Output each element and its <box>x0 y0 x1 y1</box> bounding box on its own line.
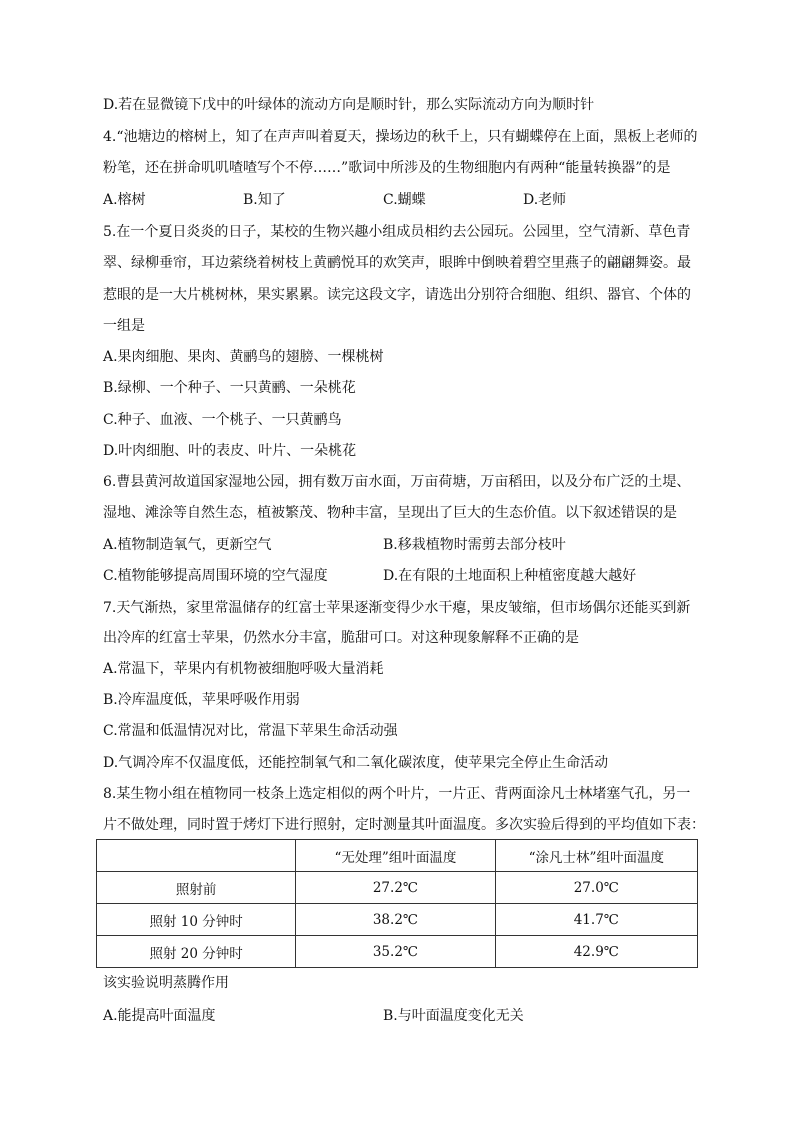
table-header-cell: “涂凡士林”组叶面温度 <box>495 840 697 872</box>
table-header-row <box>97 840 698 872</box>
table-header-cell: “无处理”组叶面温度 <box>296 840 495 872</box>
q8-stem-line-2: 片不做处理，同时置于烤灯下进行照射，定时测量其叶面温度。多次实验后得到的平均值如下表： <box>103 817 705 833</box>
q7-option-a: A.常温下，苹果内有机物被细胞呼吸大量消耗 <box>103 661 384 677</box>
q5-stem-line-3: 惹眼的是一大片桃树林，果实累累。读完这段文字，请选出分别符合细胞、组织、器官、个体的 <box>103 287 691 303</box>
table-row <box>97 936 698 968</box>
q5-option-a: A.果肉细胞、果肉、黄鹂鸟的翅膀、一棵桃树 <box>103 349 384 365</box>
q7-option-d: D.气调冷库不仅温度低，还能控制氧气和二氧化碳浓度，使苹果完全停止生命活动 <box>103 755 609 771</box>
table-row <box>97 872 698 904</box>
table-cell: 27.2℃ <box>296 872 495 904</box>
q5-stem-line-4: 一组是 <box>103 318 145 334</box>
q5-stem-line-1: 5.在一个夏日炎炎的日子，某校的生物兴趣小组成员相约去公园玩。公园里，空气清新、草色青 <box>103 224 691 240</box>
table-header-cell <box>97 840 296 872</box>
q8-option-a: A.能提高叶面温度 <box>103 1008 216 1024</box>
q6-option-a: A.植物制造氧气，更新空气 <box>103 537 272 553</box>
q5-option-b: B.绿柳、一个种子、一只黄鹂、一朵桃花 <box>103 380 356 396</box>
q7-stem-line-2: 出冷库的红富士苹果，仍然水分丰富，脆甜可口。对这种现象解释不正确的是 <box>103 630 579 646</box>
leaf-temperature-table <box>96 839 698 968</box>
table-cell: 27.0℃ <box>495 872 697 904</box>
table-cell: 35.2℃ <box>296 936 495 968</box>
q6-stem-line-1: 6.曹县黄河故道国家湿地公园，拥有数万亩水面，万亩荷塘，万亩稻田，以及分布广泛的土堤、 <box>103 474 691 490</box>
q6-option-b: B.移栽植物时需剪去部分枝叶 <box>383 537 566 553</box>
q7-option-b: B.冷库温度低，苹果呼吸作用弱 <box>103 692 300 708</box>
q3-option-d: D.若在显微镜下戊中的叶绿体的流动方向是顺时针，那么实际流动方向为顺时针 <box>103 97 595 113</box>
q4-option-b: B.知了 <box>243 192 286 208</box>
q7-stem-line-1: 7.天气渐热，家里常温储存的红富士苹果逐渐变得少水干瘪，果皮皱缩，但市场偶尔还能买到新 <box>103 600 691 616</box>
table-cell: 照射 10 分钟时 <box>97 904 296 936</box>
q7-option-c: C.常温和低温情况对比，常温下苹果生命活动强 <box>103 723 398 739</box>
q6-option-d: D.在有限的土地面积上种植密度越大越好 <box>383 568 637 584</box>
table-cell: 38.2℃ <box>296 904 495 936</box>
q5-option-d: D.叶肉细胞、叶的表皮、叶片、一朵桃花 <box>103 443 357 459</box>
q4-option-d: D.老师 <box>523 192 567 208</box>
q5-stem-line-2: 翠、绿柳垂帘，耳边萦绕着树枝上黄鹂悦耳的欢笑声，眼眸中倒映着碧空里燕子的翩翩舞姿。最 <box>103 255 691 271</box>
q5-option-c: C.种子、血液、一个桃子、一只黄鹂鸟 <box>103 412 342 428</box>
table-cell: 41.7℃ <box>495 904 697 936</box>
q8-option-b: B.与叶面温度变化无关 <box>383 1008 524 1024</box>
q4-stem-line-2: 粉笔，还在拼命叽叽喳喳写个不停……”歌词中所涉及的生物细胞内有两种“能量转换器”的是 <box>103 160 671 176</box>
table-cell: 照射前 <box>97 872 296 904</box>
table-row <box>97 904 698 936</box>
table-cell: 照射 20 分钟时 <box>97 936 296 968</box>
q4-option-c: C.蝴蝶 <box>383 192 426 208</box>
q8-conclusion: 该实验说明蒸腾作用 <box>103 975 229 991</box>
q8-stem-line-1: 8.某生物小组在植物同一枝条上选定相似的两个叶片，一片正、背两面涂凡士林堵塞气孔，另一 <box>103 786 691 802</box>
q6-stem-line-2: 湿地、滩涂等自然生态，植被繁茂、物种丰富，呈现出了巨大的生态价值。以下叙述错误的是 <box>103 505 677 521</box>
q4-stem-line-1: 4.“池塘边的榕树上，知了在声声叫着夏天，操场边的秋千上，只有蝴蝶停在上面，黑板上老师的 <box>103 129 698 145</box>
q6-option-c: C.植物能够提高周围环境的空气湿度 <box>103 568 328 584</box>
q4-option-a: A.榕树 <box>103 192 146 208</box>
table-cell: 42.9℃ <box>495 936 697 968</box>
